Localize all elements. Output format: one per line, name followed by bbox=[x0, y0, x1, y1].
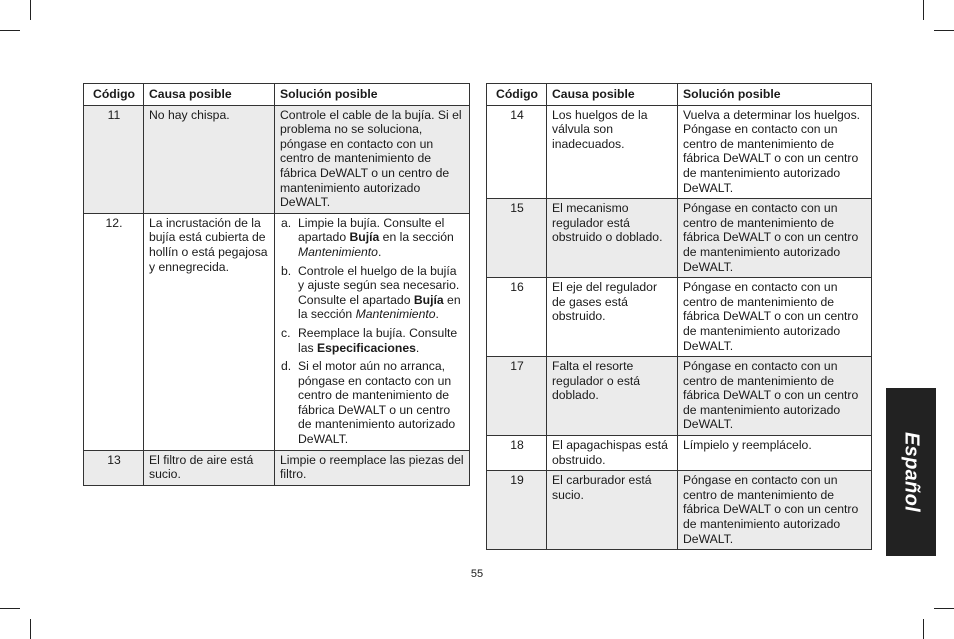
row-solution: Limpie o reemplace las piezas del filtro. bbox=[275, 450, 470, 485]
side-tab-label: Español bbox=[900, 432, 923, 512]
row-solution: Póngase en contacto con un centro de mantenimiento de fábrica DeWALT o con un centro de mantenimiento autorizado DeWALT. bbox=[678, 357, 872, 436]
row-cause: Falta el resorte regulador o está doblado. bbox=[547, 357, 678, 436]
solution-step: b. Controle el huelgo de la bujía y ajuste según sea necesario. Consulte el apartado Bujía en la sección Mantenimiento. bbox=[281, 263, 461, 322]
row-cause: El filtro de aire está sucio. bbox=[144, 450, 275, 485]
crop-mark bbox=[923, 619, 924, 639]
row-code: 12. bbox=[84, 213, 144, 450]
row-solution: Controle el cable de la bujía. Si el problema no se soluciona, póngase en contacto con un centro de mantenimiento de fábrica DeWALT o un centro de mantenimiento autorizado DeWALT. bbox=[275, 105, 470, 213]
table-header-row bbox=[84, 84, 470, 106]
page-number: 55 bbox=[470, 568, 484, 580]
row-code: 15 bbox=[487, 199, 547, 278]
table-row bbox=[84, 105, 470, 213]
troubleshooting-table-left bbox=[83, 83, 470, 486]
row-cause: El apagachispas está obstruido. bbox=[547, 436, 678, 471]
header-solution: Solución posible bbox=[275, 84, 470, 106]
table-row bbox=[487, 105, 872, 199]
row-code: 19 bbox=[487, 471, 547, 550]
row-solution: Vuelva a determinar los huelgos. Póngase en contacto con un centro de mantenimiento de fábrica DeWALT o con un centro de mantenimiento autorizado DeWALT. bbox=[678, 105, 872, 199]
row-solution: Póngase en contacto con un centro de mantenimiento de fábrica DeWALT o con un centro de mantenimiento autorizado DeWALT. bbox=[678, 278, 872, 357]
table-row bbox=[487, 199, 872, 278]
row-cause: No hay chispa. bbox=[144, 105, 275, 213]
header-code: Código bbox=[84, 84, 144, 106]
header-cause: Causa posible bbox=[144, 84, 275, 106]
row-code: 14 bbox=[487, 105, 547, 199]
crop-mark bbox=[934, 30, 954, 31]
row-code: 18 bbox=[487, 436, 547, 471]
row-solution bbox=[275, 213, 470, 450]
row-code: 16 bbox=[487, 278, 547, 357]
language-side-tab bbox=[886, 388, 936, 556]
troubleshooting-table-right bbox=[486, 83, 872, 550]
row-code: 17 bbox=[487, 357, 547, 436]
row-solution: Póngase en contacto con un centro de mantenimiento de fábrica DeWALT o con un centro de mantenimiento autorizado DeWALT. bbox=[678, 471, 872, 550]
row-cause: Los huelgos de la válvula son inadecuados. bbox=[547, 105, 678, 199]
row-code: 13 bbox=[84, 450, 144, 485]
row-code: 11 bbox=[84, 105, 144, 213]
solution-step: d. Si el motor aún no arranca, póngase en contacto con un centro de mantenimiento de fábrica DeWALT o un centro de mantenimiento autorizado DeWALT. bbox=[281, 359, 456, 447]
row-cause: El mecanismo regulador está obstruido o doblado. bbox=[547, 199, 678, 278]
solution-steps bbox=[280, 216, 465, 447]
solution-step: a. Limpie la bujía. Consulte el apartado Bujía en la sección Mantenimiento. bbox=[281, 215, 454, 259]
row-solution: Límpielo y reemplácelo. bbox=[678, 436, 872, 471]
table-row bbox=[487, 471, 872, 550]
row-solution: Póngase en contacto con un centro de mantenimiento de fábrica DeWALT o con un centro de mantenimiento autorizado DeWALT. bbox=[678, 199, 872, 278]
crop-mark bbox=[30, 619, 31, 639]
crop-mark bbox=[923, 0, 924, 20]
crop-mark bbox=[0, 608, 20, 609]
table-row bbox=[84, 213, 470, 450]
solution-step: c. Reemplace la bujía. Consulte las Especificaciones. bbox=[281, 325, 458, 355]
crop-mark bbox=[0, 30, 20, 31]
table-row bbox=[487, 357, 872, 436]
crop-mark bbox=[934, 608, 954, 609]
header-cause: Causa posible bbox=[547, 84, 678, 106]
header-code: Código bbox=[487, 84, 547, 106]
header-solution: Solución posible bbox=[678, 84, 872, 106]
table-row bbox=[487, 436, 872, 471]
table-row bbox=[84, 450, 470, 485]
row-cause: La incrustación de la bujía está cubierta de hollín o está pegajosa y ennegrecida. bbox=[144, 213, 275, 450]
row-cause: El eje del regulador de gases está obstruido. bbox=[547, 278, 678, 357]
table-row bbox=[487, 278, 872, 357]
table-header-row bbox=[487, 84, 872, 106]
crop-mark bbox=[30, 0, 31, 20]
row-cause: El carburador está sucio. bbox=[547, 471, 678, 550]
